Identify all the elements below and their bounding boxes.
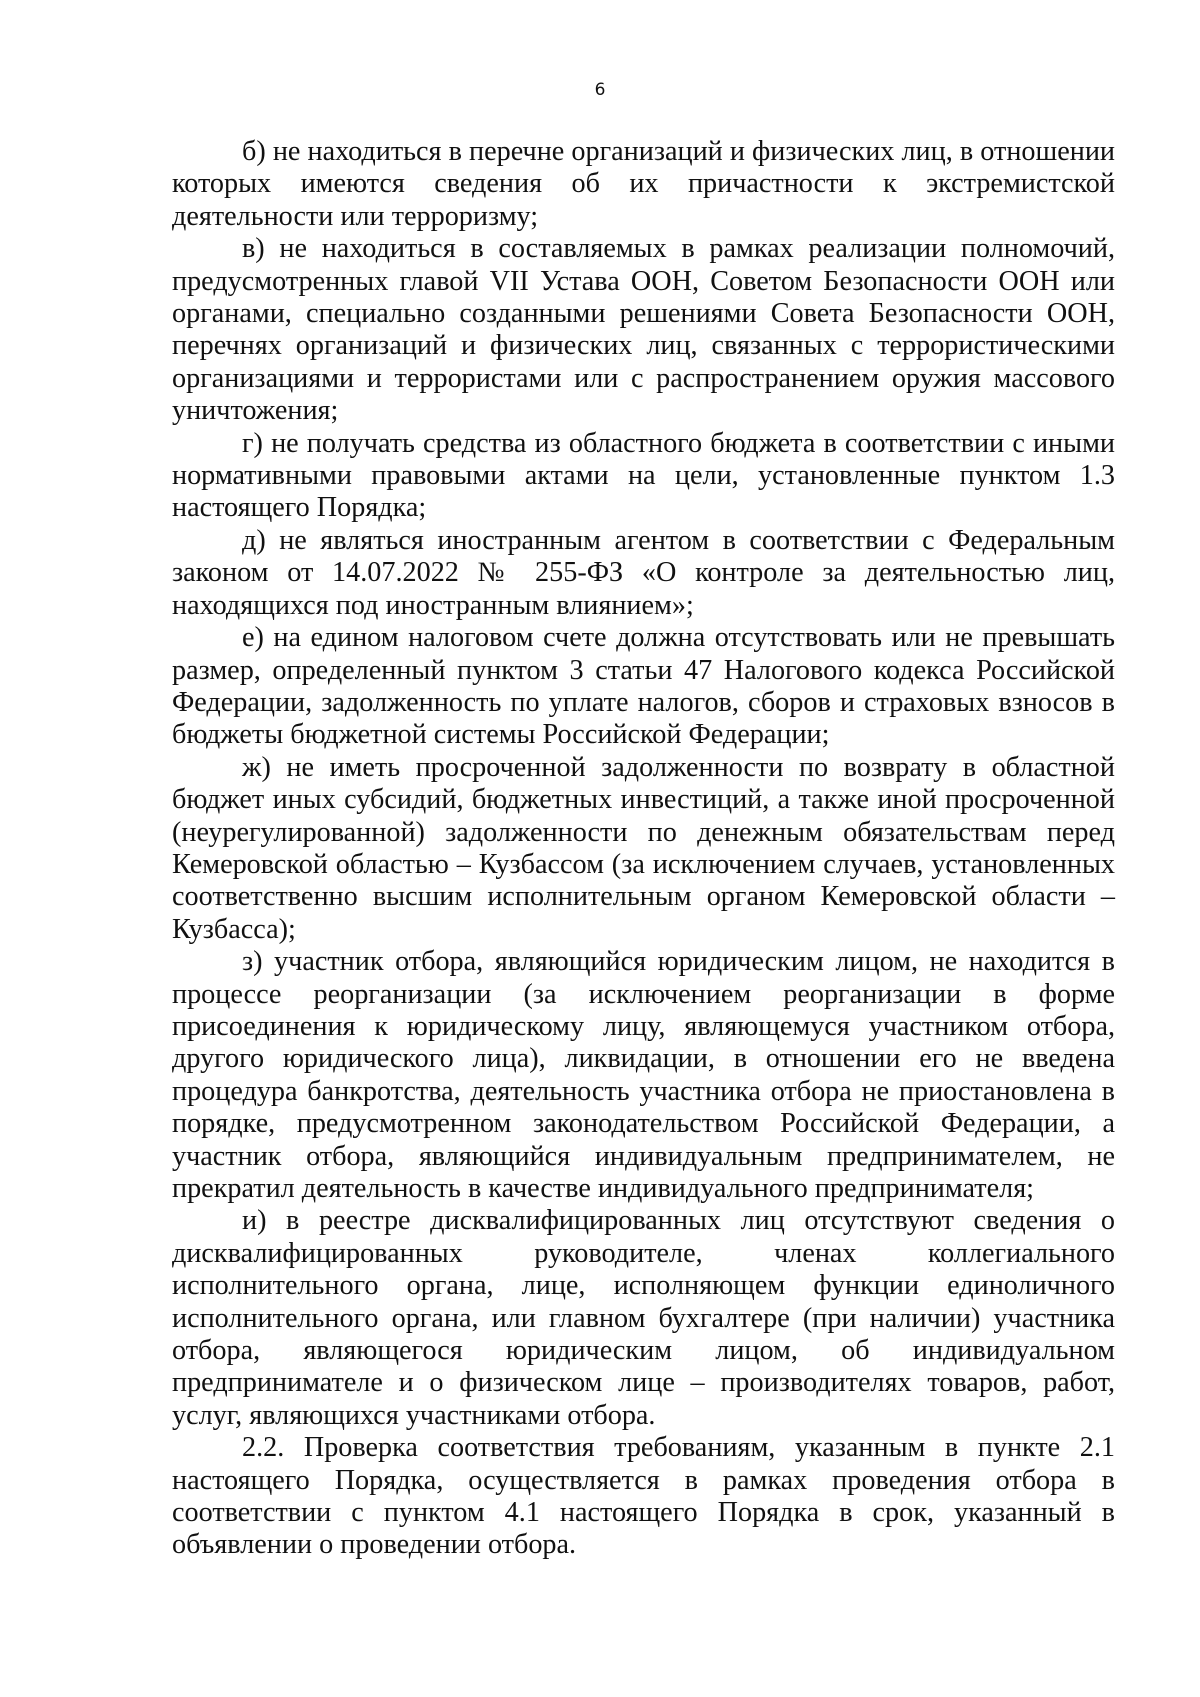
paragraph-clause-2-2: 2.2. Проверка соответствия требованиям, указанным в пункте 2.1 настоящего Порядка, осуществляется в рамках проведения отбора в соответствии с пунктом 4.1 настоящего Порядка в срок, указанный в объявлении о проведении отбора. xyxy=(172,1432,1115,1561)
paragraph-item-z: з) участник отбора, являющийся юридическим лицом, не находится в процессе реорганизации (за исключением реорганизации в форме присоединения к юридическому лицу, являющемуся участником отбора, другого юридического лица), ликвидации, в отношении его не введена процедура банкротства, деятельность участника отбора не приостановлена в порядке, предусмотренном законодательством Российской Федерации, а участник отбора, являющийся индивидуальным предпринимателем, не прекратил деятельность в качестве индивидуального предпринимателя; xyxy=(172,946,1115,1204)
paragraph-item-g: г) не получать средства из областного бюджета в соответствии с иными нормативными правовыми актами на цели, установленные пунктом 1.3 настоящего Порядка; xyxy=(172,427,1115,524)
paragraph-item-d: д) не являться иностранным агентом в соответствии с Федеральным законом от 14.07.2022 № 255-ФЗ «О контроле за деятельностью лиц, находящихся под иностранным влиянием»; xyxy=(172,524,1115,621)
paragraph-item-b: б) не находиться в перечне организаций и физических лиц, в отношении которых имеются сведения об их причастности к экстремистской деятельности или терроризму; xyxy=(172,136,1115,232)
page-number: 6 xyxy=(594,80,606,100)
paragraph-item-i: и) в реестре дисквалифицированных лиц отсутствуют сведения о дисквалифицированных руководителе, членах коллегиального исполнительного органа, лице, исполняющем функции единоличного исполнительного органа, или главном бухгалтере (при наличии) участника отбора, являющегося юридическим лицом, об индивидуальном предпринимателе и о физическом лице – производителях товаров, работ, услуг, являющихся участниками отбора. xyxy=(172,1205,1115,1431)
paragraph-item-v: в) не находиться в составляемых в рамках реализации полномочий, предусмотренных главой VII Устава ООН, Советом Безопасности ООН или органами, специально созданными решениями Совета Безопасности ООН, перечнях организаций и физических лиц, связанных с террористическими организациями и террористами или с распространением оружия массового уничтожения; xyxy=(172,233,1115,427)
paragraph-item-e: е) на едином налоговом счете должна отсутствовать или не превышать размер, определенный пунктом 3 статьи 47 Налогового кодекса Российской Федерации, задолженность по уплате налогов, сборов и страховых взносов в бюджеты бюджетной системы Российской Федерации; xyxy=(172,622,1115,751)
document-body xyxy=(172,136,1115,1562)
paragraph-item-zh: ж) не иметь просроченной задолженности по возврату в областной бюджет иных субсидий, бюджетных инвестиций, а также иной просроченной (неурегулированной) задолженности по денежным обязательствам перед Кемеровской областью – Кузбассом (за исключением случаев, установленных соответственно высшим исполнительным органом Кемеровской области – Кузбасса); xyxy=(172,751,1115,945)
